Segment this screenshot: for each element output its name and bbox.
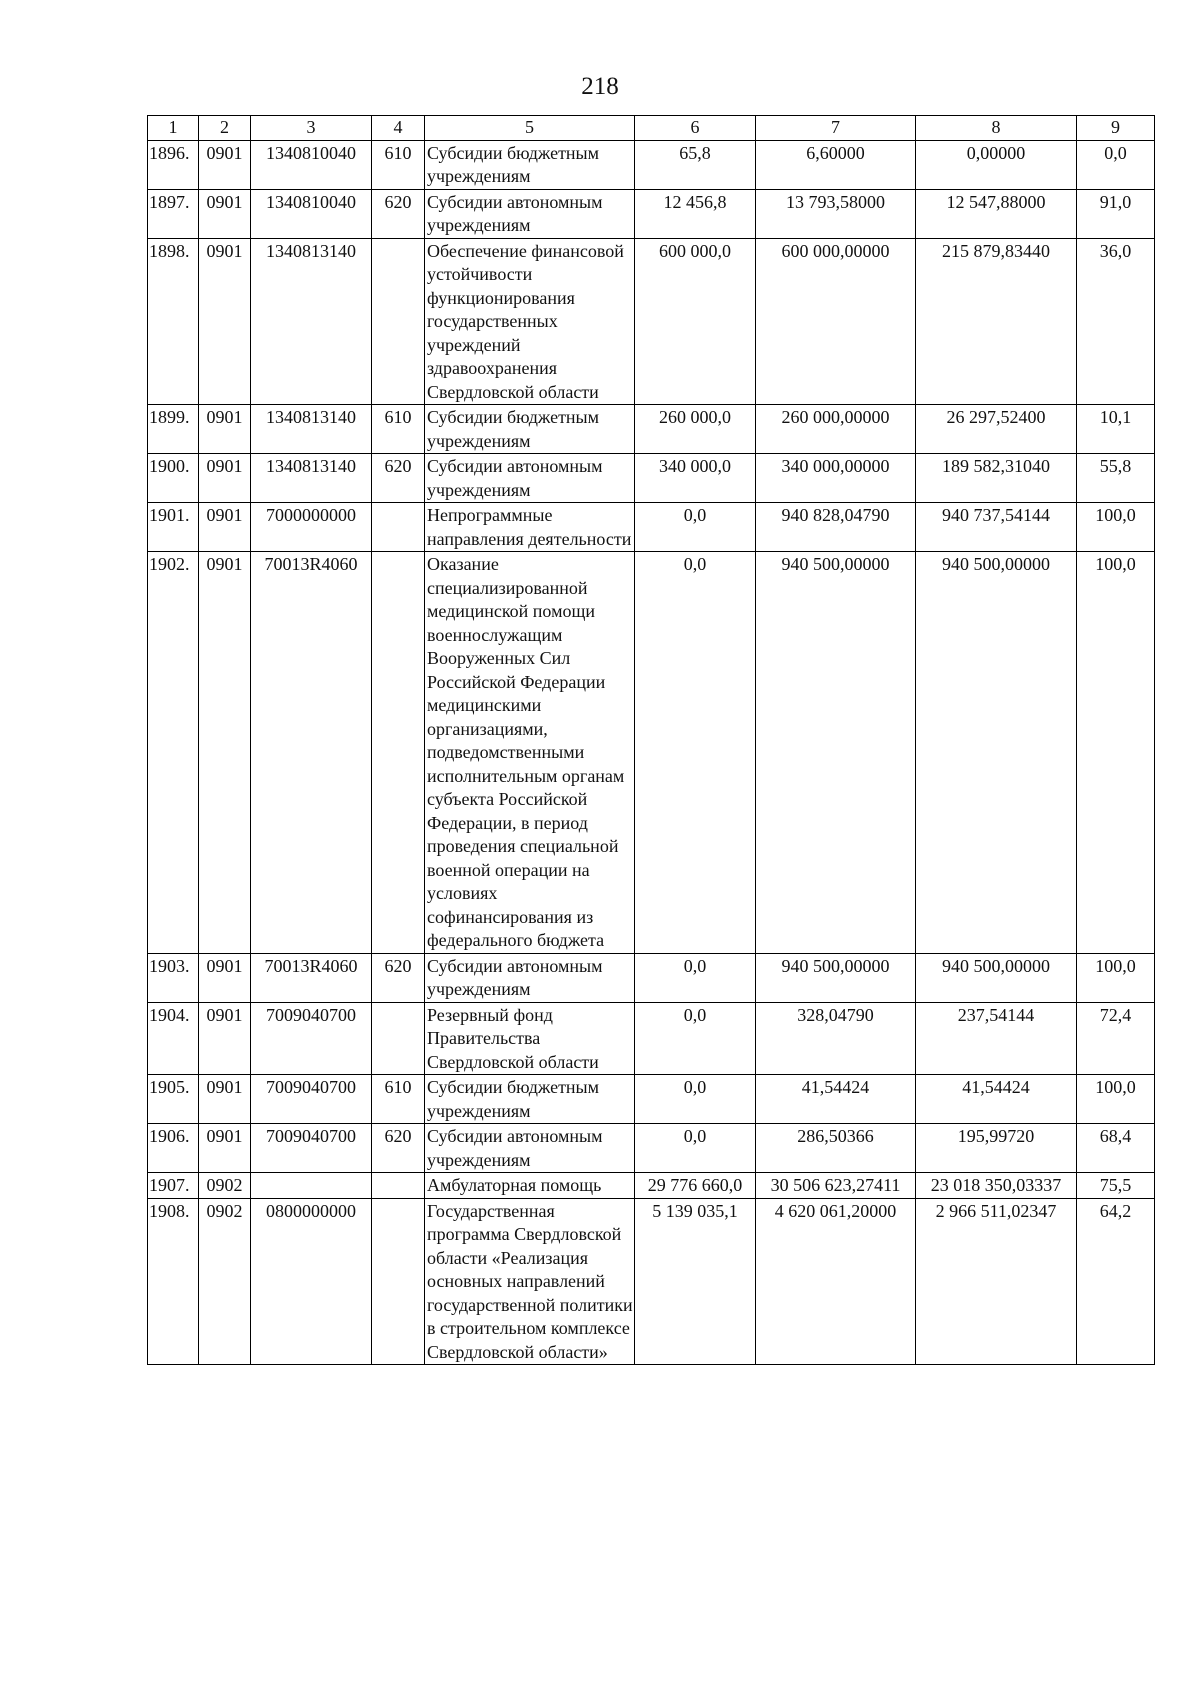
- execution-percent-cell: 100,0: [1077, 953, 1155, 1002]
- row-number-cell: 1904.: [148, 1002, 199, 1075]
- table-row: [148, 238, 1155, 405]
- row-number-cell: 1906.: [148, 1124, 199, 1173]
- executed-amount-cell: 215 879,83440: [916, 238, 1077, 405]
- execution-percent-cell: 55,8: [1077, 454, 1155, 503]
- executed-amount-cell: 23 018 350,03337: [916, 1173, 1077, 1199]
- expense-type-cell: [372, 238, 425, 405]
- expense-type-cell: 620: [372, 454, 425, 503]
- item-name-cell: Государственная программа Свердловской области «Реализация основных направлений государственной политики в строительном комплексе Свердловской области»: [425, 1198, 635, 1365]
- budget-table: [147, 115, 1155, 1365]
- execution-percent-cell: 100,0: [1077, 1075, 1155, 1124]
- expense-type-cell: 620: [372, 953, 425, 1002]
- execution-percent-cell: 75,5: [1077, 1173, 1155, 1199]
- table-row: [148, 140, 1155, 189]
- section-code-cell: 0901: [199, 1124, 251, 1173]
- page-number: 218: [581, 73, 619, 100]
- expense-type-cell: 620: [372, 1124, 425, 1173]
- expense-type-cell: [372, 1198, 425, 1365]
- executed-amount-cell: 12 547,88000: [916, 189, 1077, 238]
- table-row: [148, 405, 1155, 454]
- table-row: [148, 953, 1155, 1002]
- target-code-cell: 1340813140: [251, 238, 372, 405]
- header-cell-6: 6: [635, 116, 756, 141]
- item-name-cell: Непрограммные направления деятельности: [425, 503, 635, 552]
- refined-amount-cell: 940 500,00000: [756, 953, 916, 1002]
- header-cell-4: 4: [372, 116, 425, 141]
- table-row: [148, 1124, 1155, 1173]
- refined-amount-cell: 4 620 061,20000: [756, 1198, 916, 1365]
- refined-amount-cell: 13 793,58000: [756, 189, 916, 238]
- planned-amount-cell: 260 000,0: [635, 405, 756, 454]
- row-number-cell: 1899.: [148, 405, 199, 454]
- table-row: [148, 503, 1155, 552]
- execution-percent-cell: 68,4: [1077, 1124, 1155, 1173]
- row-number-cell: 1901.: [148, 503, 199, 552]
- item-name-cell: Резервный фонд Правительства Свердловской области: [425, 1002, 635, 1075]
- row-number-cell: 1902.: [148, 552, 199, 954]
- section-code-cell: 0901: [199, 238, 251, 405]
- refined-amount-cell: 41,54424: [756, 1075, 916, 1124]
- planned-amount-cell: 0,0: [635, 552, 756, 954]
- planned-amount-cell: 340 000,0: [635, 454, 756, 503]
- item-name-cell: Субсидии бюджетным учреждениям: [425, 140, 635, 189]
- refined-amount-cell: 260 000,00000: [756, 405, 916, 454]
- header-row: [148, 116, 1155, 141]
- header-cell-2: 2: [199, 116, 251, 141]
- target-code-cell: 0800000000: [251, 1198, 372, 1365]
- refined-amount-cell: 286,50366: [756, 1124, 916, 1173]
- executed-amount-cell: 940 500,00000: [916, 953, 1077, 1002]
- expense-type-cell: 610: [372, 1075, 425, 1124]
- executed-amount-cell: 0,00000: [916, 140, 1077, 189]
- item-name-cell: Субсидии автономным учреждениям: [425, 454, 635, 503]
- executed-amount-cell: 940 737,54144: [916, 503, 1077, 552]
- table-row: [148, 1002, 1155, 1075]
- header-cell-7: 7: [756, 116, 916, 141]
- table-row: [148, 1198, 1155, 1365]
- section-code-cell: 0901: [199, 503, 251, 552]
- item-name-cell: Оказание специализированной медицинской помощи военнослужащим Вооруженных Сил Российской Федерации медицинскими организациями, подведомственными исполнительным органам субъекта Российской Федерации, в период проведения специальной военной операции на условиях софинансирования из федерального бюджета: [425, 552, 635, 954]
- item-name-cell: Субсидии автономным учреждениям: [425, 953, 635, 1002]
- item-name-cell: Обеспечение финансовой устойчивости функционирования государственных учреждений здравоохранения Свердловской области: [425, 238, 635, 405]
- planned-amount-cell: 0,0: [635, 1002, 756, 1075]
- expense-type-cell: [372, 552, 425, 954]
- planned-amount-cell: 600 000,0: [635, 238, 756, 405]
- planned-amount-cell: 29 776 660,0: [635, 1173, 756, 1199]
- executed-amount-cell: 189 582,31040: [916, 454, 1077, 503]
- expense-type-cell: 620: [372, 189, 425, 238]
- table-row: [148, 189, 1155, 238]
- target-code-cell: 7000000000: [251, 503, 372, 552]
- table-row: [148, 552, 1155, 954]
- row-number-cell: 1903.: [148, 953, 199, 1002]
- section-code-cell: 0901: [199, 552, 251, 954]
- executed-amount-cell: 195,99720: [916, 1124, 1077, 1173]
- planned-amount-cell: 0,0: [635, 503, 756, 552]
- section-code-cell: 0901: [199, 140, 251, 189]
- target-code-cell: 70013R4060: [251, 953, 372, 1002]
- item-name-cell: Амбулаторная помощь: [425, 1173, 635, 1199]
- section-code-cell: 0901: [199, 953, 251, 1002]
- expense-type-cell: [372, 503, 425, 552]
- planned-amount-cell: 65,8: [635, 140, 756, 189]
- table-row: [148, 454, 1155, 503]
- item-name-cell: Субсидии бюджетным учреждениям: [425, 1075, 635, 1124]
- table-header: [148, 116, 1155, 141]
- target-code-cell: 1340810040: [251, 189, 372, 238]
- execution-percent-cell: 64,2: [1077, 1198, 1155, 1365]
- item-name-cell: Субсидии бюджетным учреждениям: [425, 405, 635, 454]
- execution-percent-cell: 100,0: [1077, 503, 1155, 552]
- executed-amount-cell: 26 297,52400: [916, 405, 1077, 454]
- header-cell-1: 1: [148, 116, 199, 141]
- expense-type-cell: [372, 1002, 425, 1075]
- row-number-cell: 1908.: [148, 1198, 199, 1365]
- target-code-cell: 7009040700: [251, 1002, 372, 1075]
- target-code-cell: 1340813140: [251, 454, 372, 503]
- section-code-cell: 0902: [199, 1173, 251, 1199]
- section-code-cell: 0901: [199, 405, 251, 454]
- execution-percent-cell: 10,1: [1077, 405, 1155, 454]
- target-code-cell: 7009040700: [251, 1075, 372, 1124]
- execution-percent-cell: 72,4: [1077, 1002, 1155, 1075]
- expense-type-cell: [372, 1173, 425, 1199]
- executed-amount-cell: 940 500,00000: [916, 552, 1077, 954]
- planned-amount-cell: 0,0: [635, 953, 756, 1002]
- refined-amount-cell: 30 506 623,27411: [756, 1173, 916, 1199]
- header-cell-8: 8: [916, 116, 1077, 141]
- execution-percent-cell: 91,0: [1077, 189, 1155, 238]
- executed-amount-cell: 237,54144: [916, 1002, 1077, 1075]
- item-name-cell: Субсидии автономным учреждениям: [425, 1124, 635, 1173]
- row-number-cell: 1905.: [148, 1075, 199, 1124]
- section-code-cell: 0901: [199, 189, 251, 238]
- section-code-cell: 0901: [199, 454, 251, 503]
- refined-amount-cell: 328,04790: [756, 1002, 916, 1075]
- execution-percent-cell: 0,0: [1077, 140, 1155, 189]
- table-body: [148, 140, 1155, 1365]
- row-number-cell: 1907.: [148, 1173, 199, 1199]
- section-code-cell: 0901: [199, 1075, 251, 1124]
- table-row: [148, 1075, 1155, 1124]
- planned-amount-cell: 5 139 035,1: [635, 1198, 756, 1365]
- execution-percent-cell: 36,0: [1077, 238, 1155, 405]
- row-number-cell: 1896.: [148, 140, 199, 189]
- refined-amount-cell: 6,60000: [756, 140, 916, 189]
- target-code-cell: 7009040700: [251, 1124, 372, 1173]
- header-cell-9: 9: [1077, 116, 1155, 141]
- refined-amount-cell: 600 000,00000: [756, 238, 916, 405]
- item-name-cell: Субсидии автономным учреждениям: [425, 189, 635, 238]
- target-code-cell: 1340810040: [251, 140, 372, 189]
- target-code-cell: 1340813140: [251, 405, 372, 454]
- expense-type-cell: 610: [372, 405, 425, 454]
- execution-percent-cell: 100,0: [1077, 552, 1155, 954]
- table-row: [148, 1173, 1155, 1199]
- target-code-cell: 70013R4060: [251, 552, 372, 954]
- expense-type-cell: 610: [372, 140, 425, 189]
- refined-amount-cell: 340 000,00000: [756, 454, 916, 503]
- refined-amount-cell: 940 500,00000: [756, 552, 916, 954]
- section-code-cell: 0902: [199, 1198, 251, 1365]
- target-code-cell: [251, 1173, 372, 1199]
- row-number-cell: 1897.: [148, 189, 199, 238]
- row-number-cell: 1898.: [148, 238, 199, 405]
- refined-amount-cell: 940 828,04790: [756, 503, 916, 552]
- planned-amount-cell: 0,0: [635, 1124, 756, 1173]
- header-cell-3: 3: [251, 116, 372, 141]
- planned-amount-cell: 12 456,8: [635, 189, 756, 238]
- executed-amount-cell: 2 966 511,02347: [916, 1198, 1077, 1365]
- section-code-cell: 0901: [199, 1002, 251, 1075]
- planned-amount-cell: 0,0: [635, 1075, 756, 1124]
- row-number-cell: 1900.: [148, 454, 199, 503]
- executed-amount-cell: 41,54424: [916, 1075, 1077, 1124]
- header-cell-5: 5: [425, 116, 635, 141]
